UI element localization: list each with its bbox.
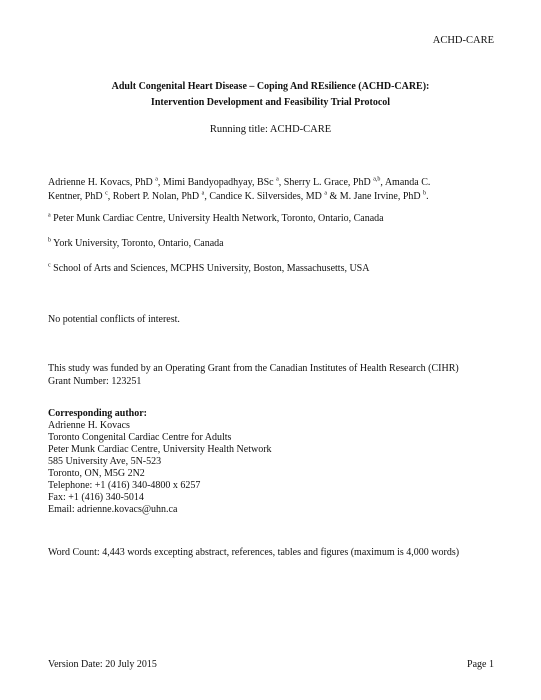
running-title: Running title: ACHD-CARE [209,124,332,135]
author-name: Adrienne H. Kovacs, PhD [48,177,156,188]
paper-title-line-2: Intervention Development and Feasibility Trial Protocol [150,97,391,108]
corresponding-author-heading: Corresponding author: [48,408,147,419]
running-header: ACHD-CARE [432,35,494,46]
affiliation-mark: b [423,190,427,197]
author-name: , Amanda C. [380,177,431,188]
affiliation-mark: c [48,262,51,269]
affiliation-mark: c [105,190,108,197]
author-list [48,176,430,204]
corresponding-author-city: Toronto, ON, M5G 2N2 [48,468,145,479]
author-line-1 [48,176,430,190]
author-name: & M. Jane Irvine, PhD [327,191,424,202]
grant-number: Grant Number: 123251 [48,376,142,387]
affiliation-mark: a [155,176,158,183]
author-name: , Candice K. Silversides, MD [204,191,325,202]
corresponding-author-fax: Fax: +1 (416) 340-5014 [48,492,144,503]
affiliation-text: Peter Munk Cardiac Centre, University Health Network, Toronto, Ontario, Canada [50,213,384,224]
author-line-2 [48,190,430,204]
author-name: , Sherry L. Grace, PhD [278,177,374,188]
affiliation-mark: b [48,237,51,244]
page-number: Page 1 [467,659,494,670]
affiliation-a [48,213,384,225]
conflicts-statement: No potential conflicts of interest. [48,314,180,325]
paper-title-line-1: Adult Congenital Heart Disease – Coping And REsilience (ACHD-CARE): [111,81,430,92]
affiliation-text: York University, Toronto, Ontario, Canada [51,238,224,249]
word-count: Word Count: 4,443 words excepting abstract, references, tables and figures (maximum is 4,000 words) [48,547,460,558]
affiliation-mark: a,b [373,176,381,183]
corresponding-author-block [48,408,272,516]
affiliation-mark: a [276,176,279,183]
corresponding-author-email: Email: adrienne.kovacs@uhn.ca [48,504,178,515]
corresponding-author-institution: Toronto Congenital Cardiac Centre for Adults [48,432,232,443]
version-date: Version Date: 20 July 2015 [48,659,157,670]
author-name: , Mimi Bandyopadhyay, BSc [157,177,277,188]
affiliation-c [48,263,369,275]
affiliation-mark: a [324,190,328,197]
affiliation-mark: a [201,190,205,197]
affiliation-text: School of Arts and Sciences, MCPHS University, Boston, Massachusetts, USA [50,263,370,274]
corresponding-author-name: Adrienne H. Kovacs [48,420,130,431]
corresponding-author-street: 585 University Ave, 5N-523 [48,456,162,467]
corresponding-author-telephone: Telephone: +1 (416) 340-4800 x 6257 [48,480,201,491]
affiliation-b [48,238,224,250]
author-name: , Robert P. Nolan, PhD [107,191,202,202]
author-name: Kentner, PhD [48,191,106,202]
affiliation-mark: a [48,212,51,219]
author-name: . [426,191,429,202]
funding-statement: This study was funded by an Operating Grant from the Canadian Institutes of Health Research (CIHR) [48,363,459,374]
corresponding-author-department: Peter Munk Cardiac Centre, University Health Network [48,444,272,455]
